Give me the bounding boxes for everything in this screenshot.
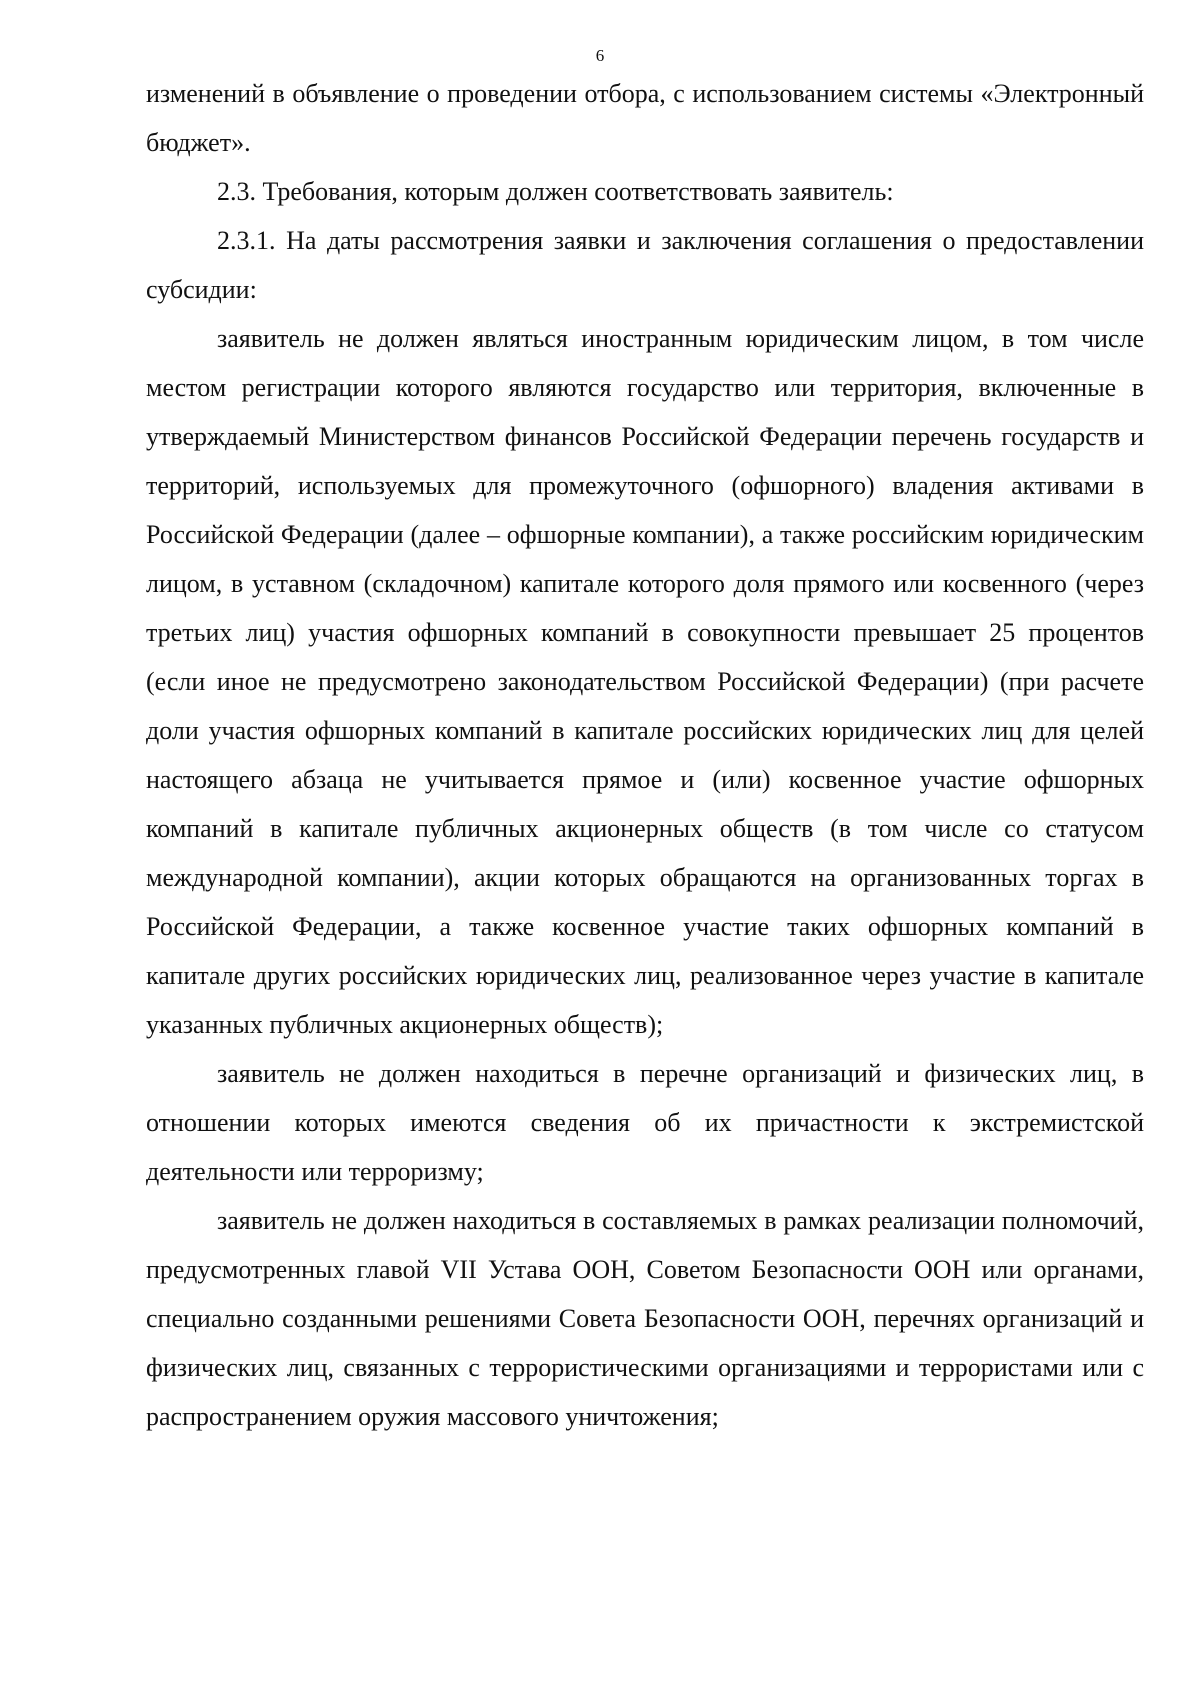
paragraph-un-sanctions-requirement: заявитель не должен находиться в составляемых в рамках реализации полномочий, предусмотренных главой VII Устава ООН, Советом Безопасности ООН или органами, специально созданными решениями Совета Безопасности ООН, перечнях организаций и физических лиц, связанных с террористическими организациями и террористами или с распространением оружия массового уничтожения; xyxy=(146,1206,1144,1431)
paragraph-extremism-requirement: заявитель не должен находиться в перечне организаций и физических лиц, в отношении которых имеются сведения об их причастности к экстремистской деятельности или терроризму; xyxy=(146,1059,1144,1186)
paragraph-continuation: изменений в объявление о проведении отбора, с использованием системы «Электронный бюджет». xyxy=(146,79,1144,157)
paragraph-section-2-3-1: 2.3.1. На даты рассмотрения заявки и заключения соглашения о предоставлении субсидии: xyxy=(146,226,1144,304)
document-body xyxy=(146,69,1144,1441)
page-number: 6 xyxy=(595,46,605,65)
paragraph-offshore-requirement: заявитель не должен являться иностранным юридическим лицом, в том числе местом регистрации которого являются государство или территория, включенные в утверждаемый Министерством финансов Российской Федерации перечень государств и территорий, используемых для промежуточного (офшорного) владения активами в Российской Федерации (далее – офшорные компании), а также российским юридическим лицом, в уставном (складочном) капитале которого доля прямого или косвенного (через третьих лиц) участия офшорных компаний в совокупности превышает 25 процентов (если иное не предусмотрено законодательством Российской Федерации) (при расчете доли участия офшорных компаний в капитале российских юридических лиц для целей настоящего абзаца не учитывается прямое и (или) косвенное участие офшорных компаний в капитале публичных акционерных обществ (в том числе со статусом международной компании), акции которых обращаются на организованных торгах в Российской Федерации, а также косвенное участие таких офшорных компаний в капитале других российских юридических лиц, реализованное через участие в капитале указанных публичных акционерных обществ); xyxy=(146,324,1144,1039)
paragraph-section-2-3: 2.3. Требования, которым должен соответствовать заявитель: xyxy=(217,177,894,206)
